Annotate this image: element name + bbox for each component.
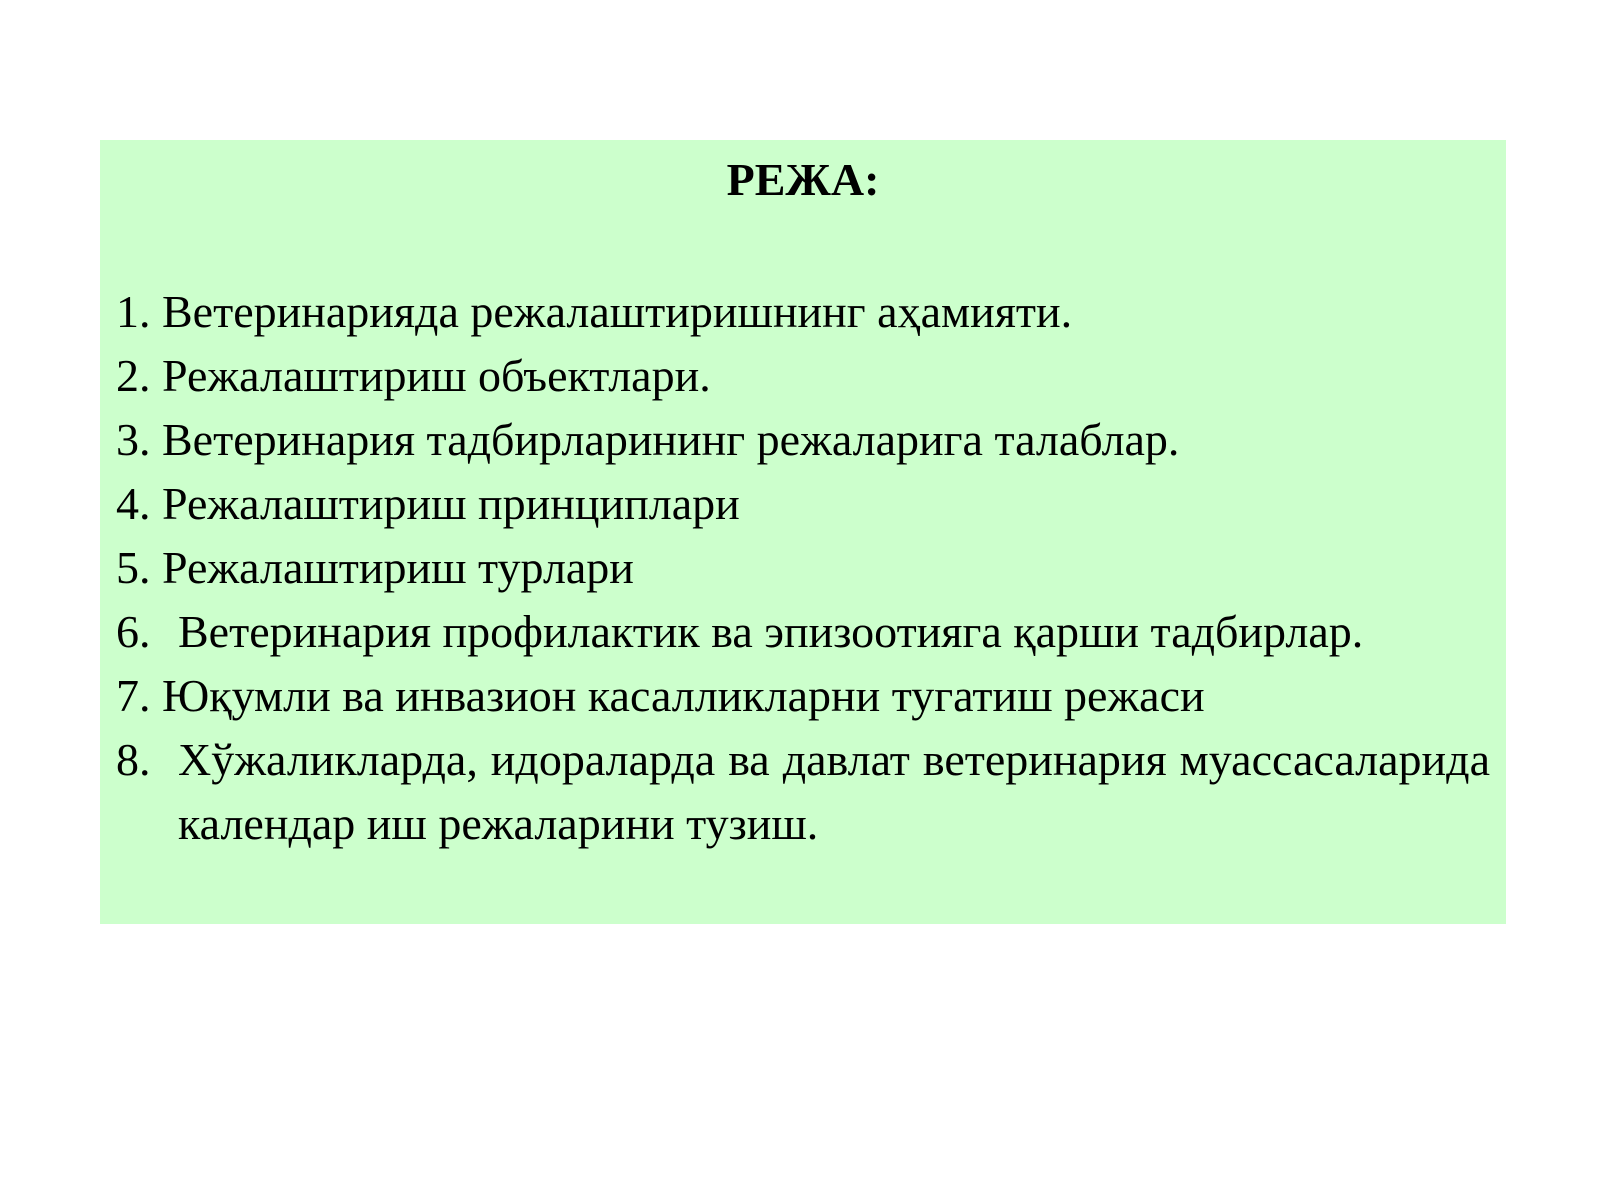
item-text: Режалаштириш турлари: [162, 542, 634, 593]
list-item: [116, 728, 1490, 856]
plan-panel: [100, 140, 1506, 924]
item-text: Юқумли ва инвазион касалликларни тугатиш режаси: [162, 670, 1205, 721]
item-number: 1.: [116, 286, 162, 337]
plan-title: РЕЖА:: [726, 154, 880, 205]
list-item: [116, 600, 1490, 664]
item-number: 4.: [116, 478, 162, 529]
item-text: Ветеринария профилактик ва эпизоотияга қарши тадбирлар.: [178, 606, 1364, 657]
plan-list: [116, 280, 1490, 856]
list-item: [116, 280, 1490, 344]
item-number: 7.: [116, 670, 162, 721]
list-item: [116, 472, 1490, 536]
item-number: 5.: [116, 542, 162, 593]
item-text: Ветеринарияда режалаштиришнинг аҳамияти.: [162, 286, 1073, 337]
item-text: Хўжаликларда, идораларда ва давлат ветеринария муассасаларида календар иш режаларини тузиш.: [178, 734, 1490, 849]
list-item: [116, 344, 1490, 408]
list-item: [116, 536, 1490, 600]
list-item: [116, 664, 1490, 728]
item-number: 2.: [116, 350, 162, 401]
item-number: 3.: [116, 414, 162, 465]
item-text: Режалаштириш объектлари.: [162, 350, 711, 401]
item-text: Режалаштириш принциплари: [162, 478, 740, 529]
item-text: Ветеринария тадбирларининг режаларига талаблар.: [162, 414, 1180, 465]
item-number: 8.: [116, 734, 151, 785]
list-item: [116, 408, 1490, 472]
item-number: 6.: [116, 606, 151, 657]
